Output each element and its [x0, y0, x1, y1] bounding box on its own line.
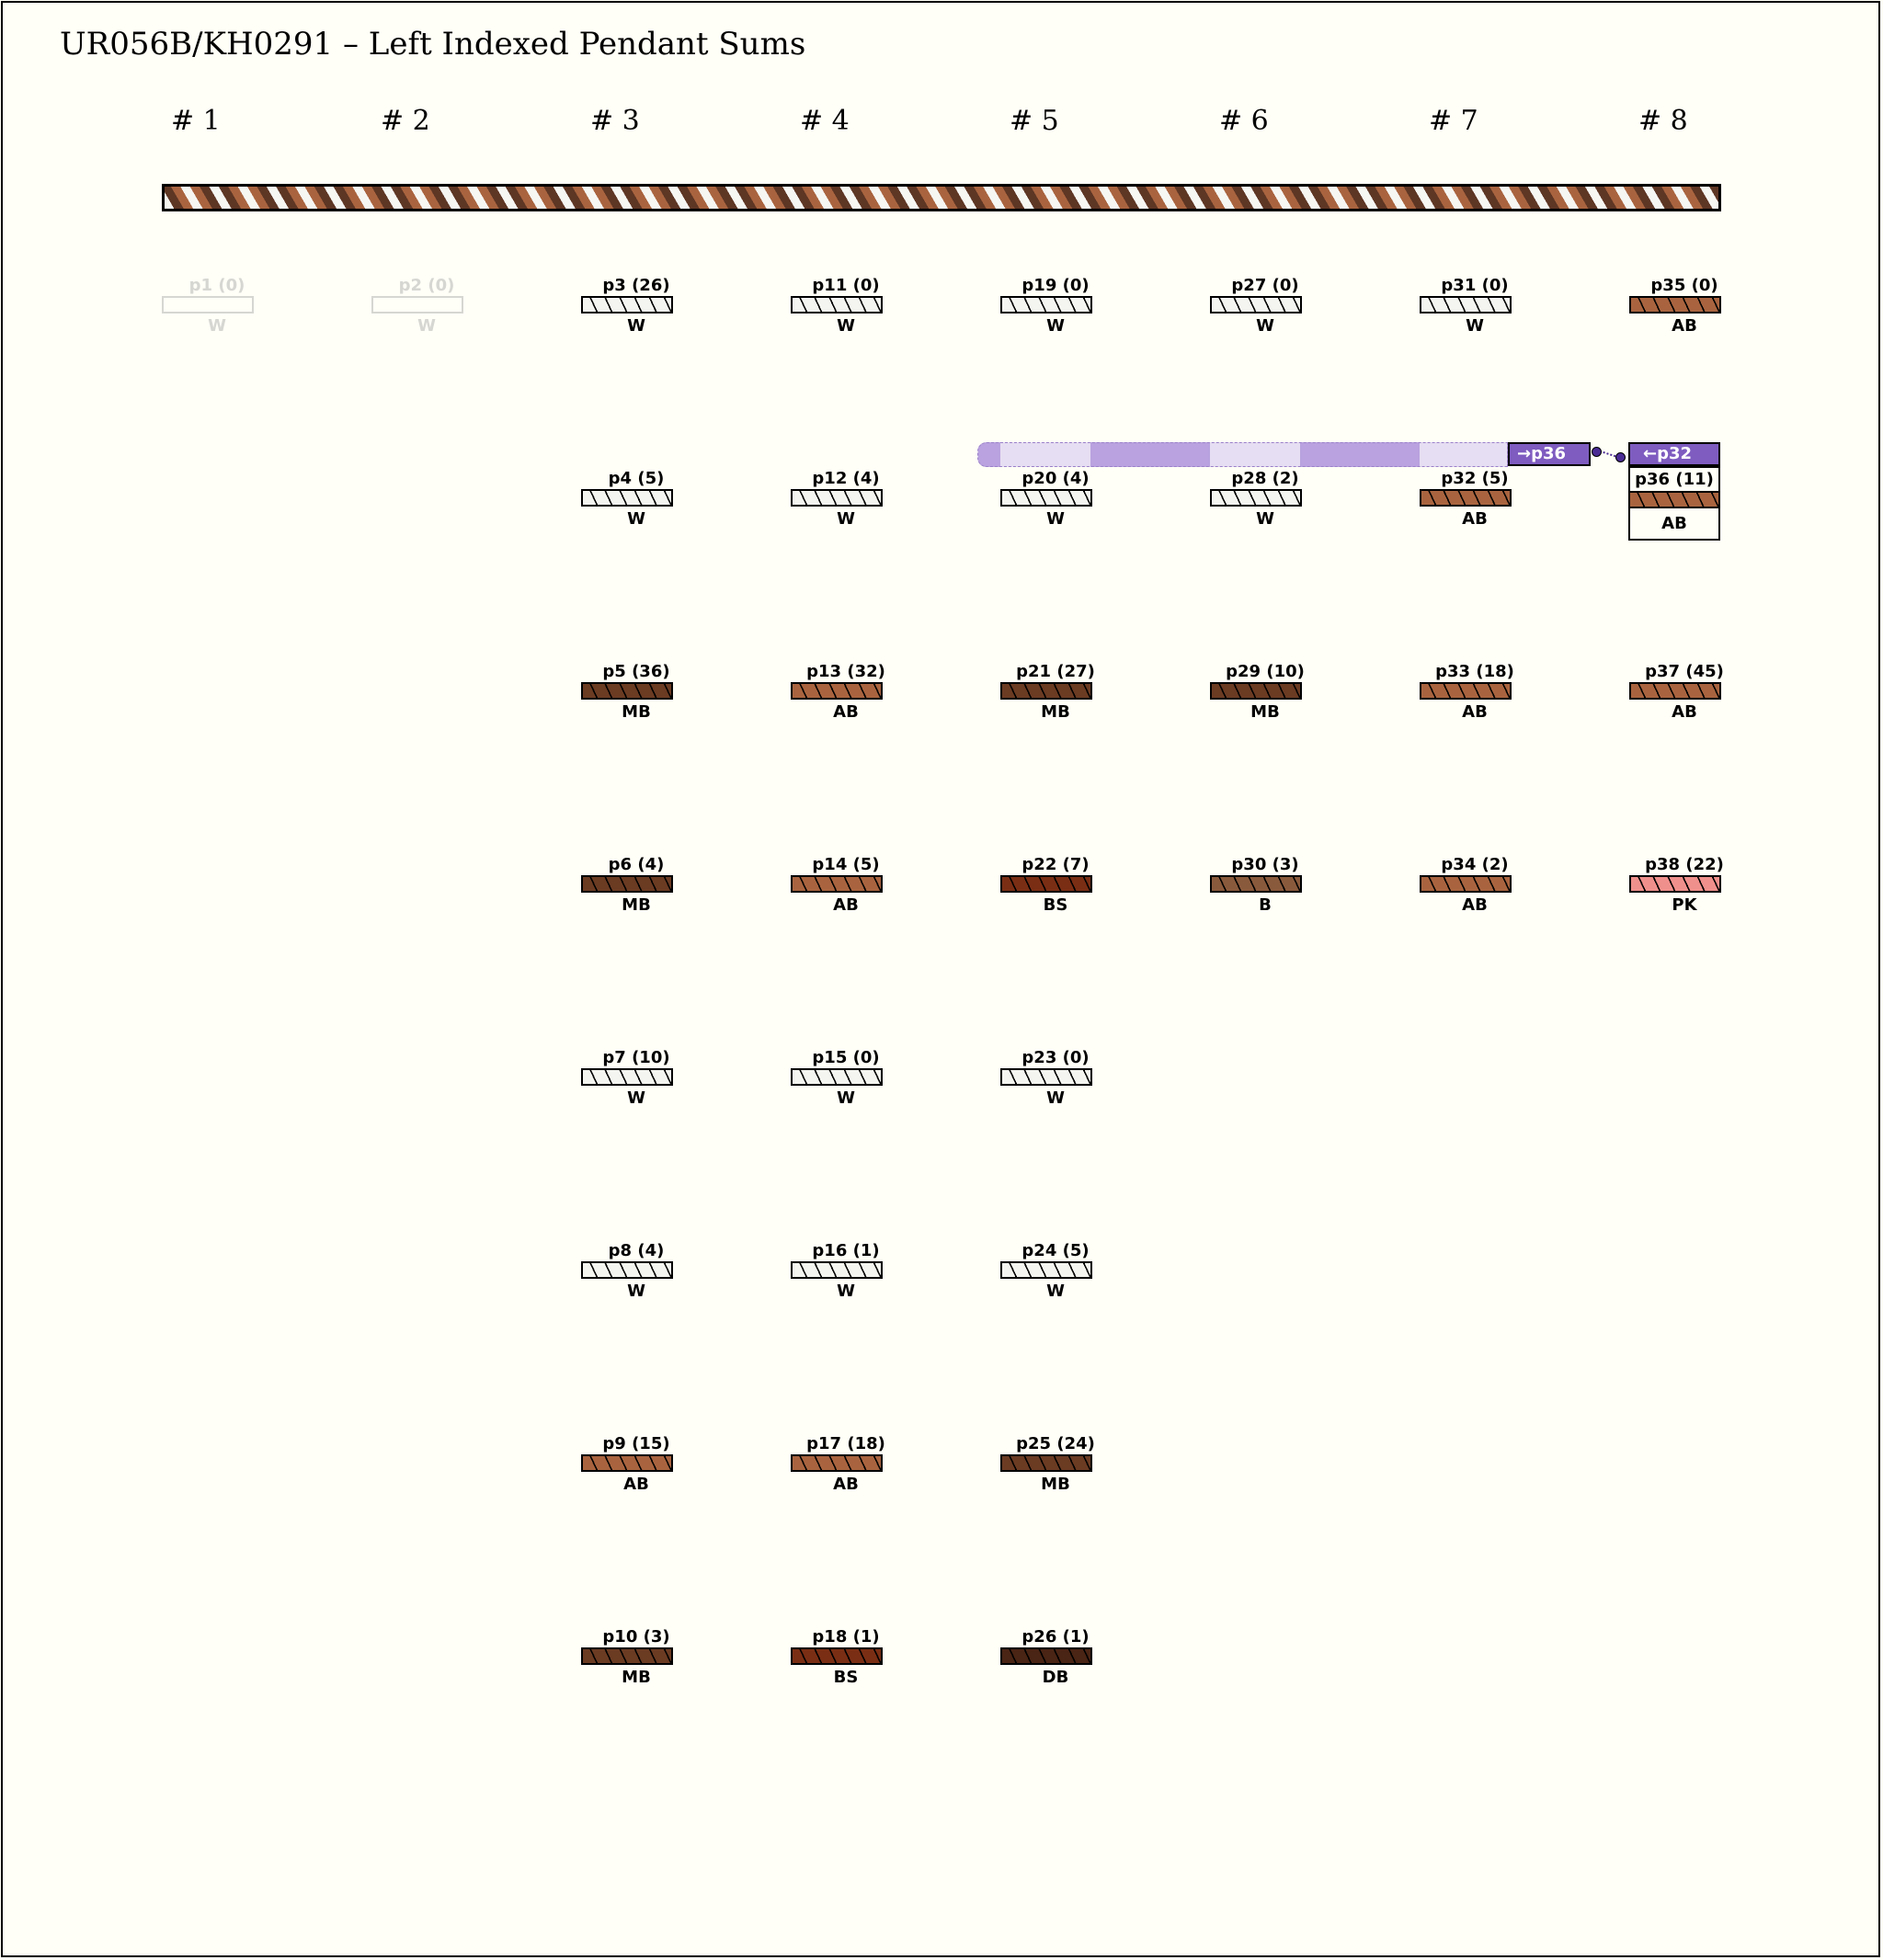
- pendant-color-code: W: [1256, 509, 1274, 529]
- pendant-cord: [791, 1454, 883, 1472]
- pendant-color-code: MB: [1041, 1475, 1070, 1494]
- pendant-cord: [581, 682, 673, 700]
- pendant-color-code: MB: [1250, 702, 1280, 722]
- pendant-color-code: W: [208, 316, 226, 336]
- pendant-label: p29 (10): [1226, 662, 1305, 681]
- pendant-cord: [581, 1068, 673, 1086]
- pendant-label: p16 (1): [812, 1241, 880, 1260]
- pendant-cord: [1000, 1454, 1092, 1472]
- pendant-color-code: W: [1046, 509, 1065, 529]
- subsidiary-pendant-cord: [1630, 491, 1718, 508]
- pendant-label: p26 (1): [1021, 1627, 1090, 1647]
- pendant-color-code: MB: [622, 895, 651, 915]
- pendant-cord: [162, 296, 254, 313]
- pendant-color-code: AB: [833, 1475, 859, 1494]
- pendant-color-code: AB: [1462, 702, 1488, 722]
- pendant-cord: [1000, 1068, 1092, 1086]
- link-from-tag: →p36: [1508, 442, 1591, 466]
- pendant-label: p23 (0): [1021, 1048, 1090, 1067]
- pendant-cord: [581, 1454, 673, 1472]
- pendant-cord: [791, 1261, 883, 1279]
- pendant-color-code: W: [837, 1282, 855, 1301]
- pendant-label: p38 (22): [1645, 855, 1724, 874]
- pendant-label: p31 (0): [1441, 276, 1509, 295]
- group-label: # 5: [1010, 105, 1059, 137]
- pendant-cord: [1420, 296, 1512, 313]
- subsidiary-pendant-box: [1628, 466, 1720, 541]
- subsidiary-pendant-label: p36 (11): [1635, 470, 1714, 489]
- pendant-cord: [1629, 682, 1721, 700]
- link-bar: [977, 442, 1508, 467]
- pendant-cord: [581, 1647, 673, 1665]
- pendant-cord: [1000, 682, 1092, 700]
- pendant-color-code: AB: [1462, 509, 1488, 529]
- pendant-color-code: AB: [1672, 702, 1697, 722]
- pendant-cord: [581, 296, 673, 313]
- pendant-color-code: BS: [1043, 895, 1068, 915]
- pendant-color-code: DB: [1042, 1668, 1069, 1687]
- pendant-label: p32 (5): [1441, 469, 1509, 488]
- pendant-color-code: W: [627, 1282, 645, 1301]
- pendant-label: p25 (24): [1016, 1434, 1095, 1453]
- pendant-color-code: W: [1046, 1088, 1065, 1108]
- pendant-color-code: BS: [833, 1668, 859, 1687]
- pendant-cord: [1000, 489, 1092, 507]
- pendant-color-code: W: [627, 316, 645, 336]
- pendant-cord: [1420, 875, 1512, 893]
- pendant-cord: [1000, 875, 1092, 893]
- pendant-cord: [1210, 682, 1302, 700]
- pendant-label: p19 (0): [1021, 276, 1090, 295]
- pendant-label: p1 (0): [188, 276, 245, 295]
- pendant-cord: [581, 875, 673, 893]
- pendant-cord: [1210, 296, 1302, 313]
- primary-cord: [162, 184, 1721, 211]
- pendant-label: p15 (0): [812, 1048, 880, 1067]
- pendant-color-code: W: [1046, 1282, 1065, 1301]
- link-dot-end: [1615, 452, 1626, 462]
- pendant-color-code: AB: [1462, 895, 1488, 915]
- pendant-cord: [791, 1647, 883, 1665]
- pendant-color-code: W: [627, 1088, 645, 1108]
- pendant-label: p30 (3): [1231, 855, 1299, 874]
- group-label: # 4: [800, 105, 850, 137]
- pendant-cord: [581, 489, 673, 507]
- pendant-color-code: W: [837, 316, 855, 336]
- pendant-label: p10 (3): [602, 1627, 670, 1647]
- pendant-cord: [371, 296, 463, 313]
- pendant-label: p12 (4): [812, 469, 880, 488]
- pendant-label: p18 (1): [812, 1627, 880, 1647]
- pendant-label: p37 (45): [1645, 662, 1724, 681]
- pendant-cord: [1210, 875, 1302, 893]
- pendant-label: p22 (7): [1021, 855, 1090, 874]
- pendant-label: p6 (4): [608, 855, 665, 874]
- group-label: # 6: [1219, 105, 1269, 137]
- pendant-label: p35 (0): [1650, 276, 1718, 295]
- pendant-cord: [1000, 1647, 1092, 1665]
- pendant-color-code: AB: [833, 895, 859, 915]
- pendant-cord: [791, 1068, 883, 1086]
- pendant-label: p14 (5): [812, 855, 880, 874]
- subsidiary-pendant-color: AB: [1661, 514, 1687, 533]
- pendant-color-code: W: [837, 1088, 855, 1108]
- link-dot-start: [1592, 447, 1602, 457]
- pendant-cord: [1210, 489, 1302, 507]
- pendant-cord: [1420, 682, 1512, 700]
- pendant-color-code: W: [1046, 316, 1065, 336]
- pendant-color-code: AB: [623, 1475, 649, 1494]
- pendant-label: p7 (10): [602, 1048, 670, 1067]
- pendant-label: p28 (2): [1231, 469, 1299, 488]
- pendant-color-code: AB: [833, 702, 859, 722]
- pendant-cord: [791, 682, 883, 700]
- group-label: # 2: [381, 105, 430, 137]
- pendant-color-code: MB: [1041, 702, 1070, 722]
- pendant-color-code: AB: [1672, 316, 1697, 336]
- pendant-cord: [581, 1261, 673, 1279]
- pendant-color-code: B: [1259, 895, 1272, 915]
- pendant-cord: [1629, 296, 1721, 313]
- pendant-label: p5 (36): [602, 662, 670, 681]
- pendant-cord: [1000, 1261, 1092, 1279]
- pendant-cord: [791, 875, 883, 893]
- pendant-label: p27 (0): [1231, 276, 1299, 295]
- pendant-label: p9 (15): [602, 1434, 670, 1453]
- link-to-tag: ←p32: [1628, 442, 1720, 466]
- pendant-label: p3 (26): [602, 276, 670, 295]
- pendant-color-code: W: [627, 509, 645, 529]
- pendant-label: p24 (5): [1021, 1241, 1090, 1260]
- pendant-label: p21 (27): [1016, 662, 1095, 681]
- pendant-color-code: W: [1466, 316, 1484, 336]
- pendant-cord: [1000, 296, 1092, 313]
- pendant-color-code: MB: [622, 702, 651, 722]
- group-label: # 7: [1429, 105, 1478, 137]
- pendant-label: p4 (5): [608, 469, 665, 488]
- group-label: # 8: [1638, 105, 1688, 137]
- pendant-color-code: PK: [1672, 895, 1697, 915]
- pendant-label: p11 (0): [812, 276, 880, 295]
- pendant-label: p13 (32): [806, 662, 885, 681]
- pendant-label: p20 (4): [1021, 469, 1090, 488]
- page-title: UR056B/KH0291 – Left Indexed Pendant Sums: [60, 26, 806, 63]
- pendant-cord: [1629, 875, 1721, 893]
- pendant-color-code: MB: [622, 1668, 651, 1687]
- pendant-cord: [791, 296, 883, 313]
- pendant-color-code: W: [1256, 316, 1274, 336]
- pendant-color-code: W: [837, 509, 855, 529]
- pendant-label: p2 (0): [398, 276, 455, 295]
- pendant-label: p33 (18): [1435, 662, 1514, 681]
- pendant-color-code: W: [417, 316, 436, 336]
- group-label: # 3: [590, 105, 640, 137]
- diagram-frame: [1, 1, 1880, 1957]
- group-label: # 1: [171, 105, 221, 137]
- pendant-cord: [1420, 489, 1512, 507]
- pendant-label: p8 (4): [608, 1241, 665, 1260]
- pendant-label: p34 (2): [1441, 855, 1509, 874]
- pendant-cord: [791, 489, 883, 507]
- pendant-label: p17 (18): [806, 1434, 885, 1453]
